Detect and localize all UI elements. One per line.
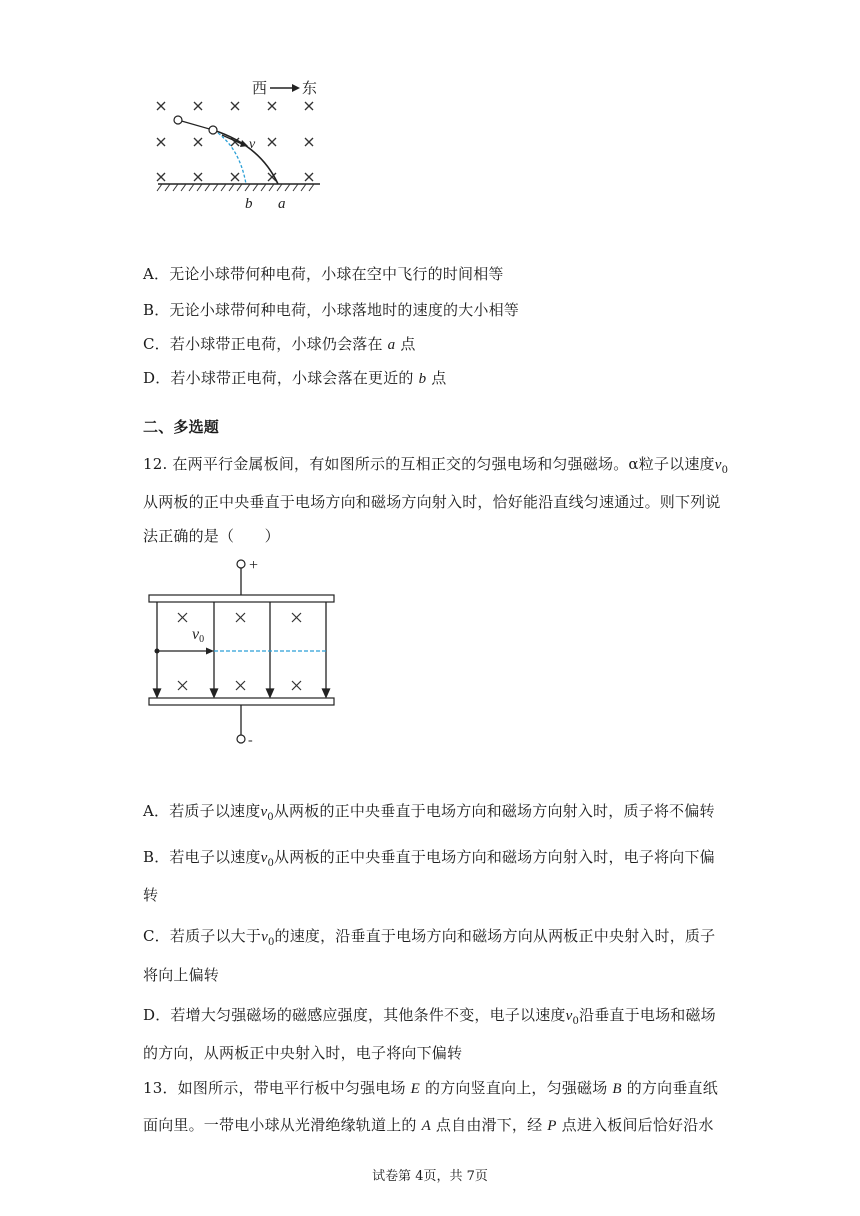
q13-line2-mid: 点自由滑下，经 xyxy=(430,1116,548,1134)
cross-mark xyxy=(236,681,245,690)
q11-option-b: B．无论小球带何种电荷，小球落地时的速度的大小相等 xyxy=(143,301,520,319)
q11-option-c-var: a xyxy=(387,337,396,353)
q11-option-c-tail: 点 xyxy=(395,335,416,353)
cross-mark xyxy=(157,173,165,181)
ground-hatch xyxy=(157,184,314,191)
q12-stem-text: 12. 在两平行金属板间，有如图所示的互相正交的匀强电场和匀强磁场。α粒子以速度 xyxy=(143,455,715,473)
q13-line1-mid: 的方向竖直向上，匀强磁场 xyxy=(420,1079,613,1097)
q11-option-d-tail: 点 xyxy=(426,369,447,387)
cross-mark xyxy=(305,138,313,146)
q11-option-a: A．无论小球带何种电荷，小球在空中飞行的时间相等 xyxy=(143,265,504,283)
negative-terminal xyxy=(237,735,245,743)
q12-option-c-pre: C．若质子以大于 xyxy=(143,927,262,945)
v0-sub: 0 xyxy=(572,1016,580,1027)
q12-option-a xyxy=(143,800,715,823)
q12-option-a-post: 从两板的正中央垂直于电场方向和磁场方向射入时，质子将不偏转 xyxy=(273,802,715,820)
q12-option-d-post: 沿垂直于电场和磁场 xyxy=(579,1006,716,1024)
figure-trajectory xyxy=(140,75,340,215)
direction-west-label: 西 xyxy=(252,81,268,97)
q11-option-d-var: b xyxy=(418,371,427,387)
plus-label: + xyxy=(249,557,259,574)
cross-mark xyxy=(268,138,276,146)
q11-option-d-text: D．若小球带正电荷，小球会落在更近的 xyxy=(143,369,419,387)
minus-label: - xyxy=(248,733,253,748)
q11-option-d xyxy=(143,367,446,388)
top-plate xyxy=(149,595,334,602)
q12-option-d xyxy=(143,1004,716,1027)
q13-line1-post: 的方向垂直纸 xyxy=(621,1079,718,1097)
section-title: 二、多选题 xyxy=(143,418,220,436)
page-footer: 试卷第 4页，共 7页 xyxy=(372,1169,488,1184)
cross-mark xyxy=(292,613,301,622)
cross-mark xyxy=(157,138,165,146)
q11-option-c xyxy=(143,333,416,354)
cross-mark xyxy=(194,138,202,146)
cross-mark xyxy=(231,102,239,110)
b-var: B xyxy=(612,1081,622,1097)
q13-stem-line1 xyxy=(143,1077,718,1098)
v0-var: v xyxy=(260,804,268,820)
v0-sub: 0 xyxy=(267,937,275,948)
cross-mark xyxy=(236,613,245,622)
q12-option-d-pre: D．若增大匀强磁场的磁感应强度，其他条件不变，电子以速度 xyxy=(143,1006,566,1024)
p-var: P xyxy=(547,1118,557,1134)
q12-stem-line3: 法正确的是（ ） xyxy=(143,527,280,545)
v0-label-sub: 0 xyxy=(199,634,205,645)
q12-option-b xyxy=(143,846,715,869)
figure-parallel-plates xyxy=(140,555,350,750)
q13-line1-pre: 13．如图所示，带电平行板中匀强电场 xyxy=(143,1079,411,1097)
q12-option-b-pre: B．若电子以速度 xyxy=(143,848,261,866)
v0-label-v: v xyxy=(192,626,200,643)
q12-stem-line2: 从两板的正中央垂直于电场方向和磁场方向射入时，恰好能沿直线匀速通过。则下列说 xyxy=(143,493,721,511)
cross-mark xyxy=(194,102,202,110)
point-a-label: a xyxy=(278,196,286,212)
point-b-label: b xyxy=(245,196,253,212)
a-var: A xyxy=(421,1118,431,1134)
q13-line2-pre: 面向里。一带电小球从光滑绝缘轨道上的 xyxy=(143,1116,422,1134)
cross-mark xyxy=(231,173,239,181)
q13-line2-post: 点进入板间后恰好沿水 xyxy=(556,1116,714,1134)
v0-var: v xyxy=(261,929,268,945)
bottom-plate xyxy=(149,698,334,705)
q12-option-b-post: 从两板的正中央垂直于电场方向和磁场方向射入时，电子将向下偏 xyxy=(274,848,715,866)
direction-east-label: 东 xyxy=(302,81,318,97)
q12-option-b-line2: 转 xyxy=(143,886,159,904)
e-var: E xyxy=(410,1081,421,1097)
v0-var: v xyxy=(714,457,722,473)
cross-mark xyxy=(178,613,187,622)
q12-option-c-post: 的速度，沿垂直于电场方向和磁场方向从两板正中央射入时，质子 xyxy=(274,927,716,945)
q12-option-c xyxy=(143,925,715,948)
v0-sub: 0 xyxy=(267,812,274,823)
cross-mark xyxy=(305,173,313,181)
q12-option-a-pre: A．若质子以速度 xyxy=(143,802,261,820)
cross-mark xyxy=(305,102,313,110)
v0-sub: 0 xyxy=(721,465,729,476)
velocity-arrow-icon xyxy=(206,648,214,655)
trajectory-b-dashed xyxy=(218,133,246,184)
v0-var: v xyxy=(260,850,268,866)
v0-var: v xyxy=(565,1008,573,1024)
q12-option-d-line2: 的方向，从两板正中央射入时，电子将向下偏转 xyxy=(143,1044,463,1062)
direction-arrow-icon xyxy=(270,84,300,92)
cross-mark xyxy=(194,173,202,181)
velocity-label: v xyxy=(249,137,256,152)
q12-stem-line1 xyxy=(143,453,728,476)
cross-mark xyxy=(268,102,276,110)
v0-sub: 0 xyxy=(267,858,275,869)
positive-terminal xyxy=(237,560,245,568)
v0-label xyxy=(192,626,204,645)
ball-start xyxy=(174,116,182,124)
ball xyxy=(209,126,217,134)
cross-mark xyxy=(178,681,187,690)
cross-mark xyxy=(157,102,165,110)
q11-option-c-text: C．若小球带正电荷，小球仍会落在 xyxy=(143,335,388,353)
cross-mark xyxy=(292,681,301,690)
q13-stem-line2 xyxy=(143,1114,714,1135)
q12-option-c-line2: 将向上偏转 xyxy=(143,966,220,984)
